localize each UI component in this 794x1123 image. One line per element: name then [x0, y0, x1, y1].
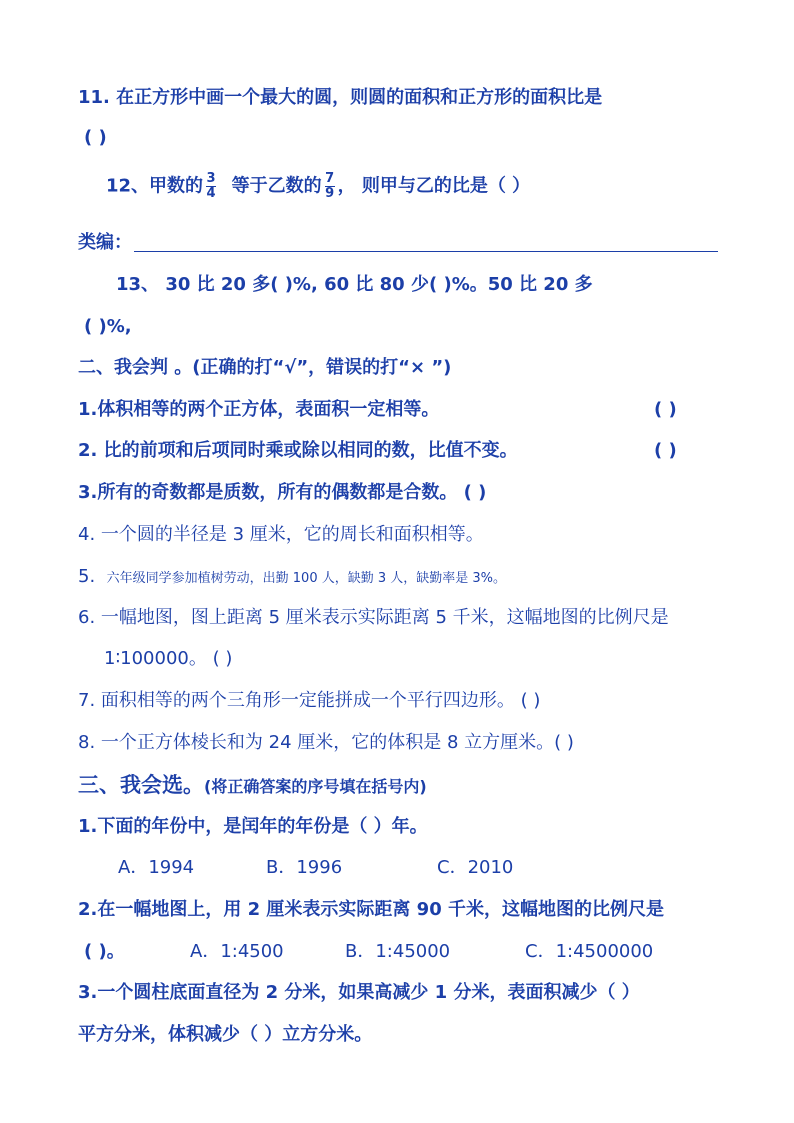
judge-item-5-num: 5. — [78, 566, 96, 587]
judge-item-3: 3.所有的奇数都是质数，所有的偶数都是合数。 ( ) — [78, 482, 487, 503]
choice-1-option-b[interactable]: B．1996 — [266, 857, 343, 878]
judge-item-2: 2. 比的前项和后项同时乘或除以相同的数，比值不变。 — [78, 440, 518, 461]
choice-1-option-a[interactable]: A．1994 — [118, 857, 195, 878]
q12-prefix: 12、甲数的 — [106, 175, 204, 197]
choice-item-1: 1.下面的年份中，是闰年的年份是（ ）年。 — [78, 816, 428, 837]
judge-item-5-text: 六年级同学参加植树劳动，出勤 100 人，缺勤 3 人，缺勤率是 3%。 — [106, 571, 507, 586]
choice-2-option-a[interactable]: A．1:4500 — [190, 941, 284, 962]
choice-item-3-cont: 平方分米，体积减少（ ）立方分米。 — [78, 1024, 373, 1045]
choice-2-option-b[interactable]: B．1:45000 — [345, 941, 451, 962]
frac1-den: 4 — [206, 186, 216, 201]
choice-item-3: 3.一个圆柱底面直径为 2 分米，如果高减少 1 分米，表面积减少（ ） — [78, 982, 640, 1003]
fraction-7-9 — [325, 172, 335, 201]
judge-item-8: 8. 一个正方体棱长和为 24 厘米，它的体积是 8 立方厘米。( ) — [78, 732, 574, 753]
choice-item-2: 2.在一幅地图上，用 2 厘米表示实际距离 90 千米，这幅地图的比例尺是 — [78, 899, 664, 920]
judge-item-1: 1.体积相等的两个正方体，表面积一定相等。 — [78, 399, 440, 420]
q13-line2: ( )%, — [84, 316, 132, 337]
judge-item-2-paren[interactable]: ( ) — [654, 440, 677, 461]
frac1-num: 3 — [206, 171, 216, 186]
choice-item-2-cont: ( )。 — [84, 941, 125, 962]
judge-item-6-cont: 1∶100000。 ( ) — [104, 648, 233, 669]
q12-suffix: ， 则甲与乙的比是（ ） — [337, 175, 531, 197]
q11-blank[interactable]: ( ) — [84, 127, 107, 148]
section3-note: (将正确答案的序号填在括号内) — [204, 777, 427, 796]
judge-item-4: 4. 一个圆的半径是 3 厘米，它的周长和面积相等。 — [78, 524, 484, 545]
fraction-3-4 — [206, 172, 216, 201]
q13-line1: 13、 30 比 20 多( )%, 60 比 80 少( )%。50 比 20 多 — [116, 274, 593, 295]
section2-heading: 二、我会判 。(正确的打“√”，错误的打“× ”) — [78, 357, 452, 378]
judge-item-5 — [78, 565, 506, 591]
q12-line — [106, 172, 530, 201]
leibian-underline[interactable] — [134, 251, 718, 252]
section3-heading-row — [78, 773, 427, 799]
judge-item-6: 6. 一幅地图，图上距离 5 厘米表示实际距离 5 千米，这幅地图的比例尺是 — [78, 607, 669, 628]
frac2-num: 7 — [325, 171, 335, 186]
section3-heading: 三、我会选。 — [78, 773, 204, 797]
q12-middle: 等于乙数的 — [231, 175, 322, 197]
q11-text: 11. 在正方形中画一个最大的圆，则圆的面积和正方形的面积比是 — [78, 87, 603, 108]
leibian-label: 类编： — [78, 232, 132, 253]
choice-2-option-c[interactable]: C．1:4500000 — [525, 941, 654, 962]
choice-1-option-c[interactable]: C．2010 — [437, 857, 514, 878]
judge-item-7: 7. 面积相等的两个三角形一定能拼成一个平行四边形。 ( ) — [78, 690, 541, 711]
judge-item-1-paren[interactable]: ( ) — [654, 399, 677, 420]
frac2-den: 9 — [325, 186, 335, 201]
